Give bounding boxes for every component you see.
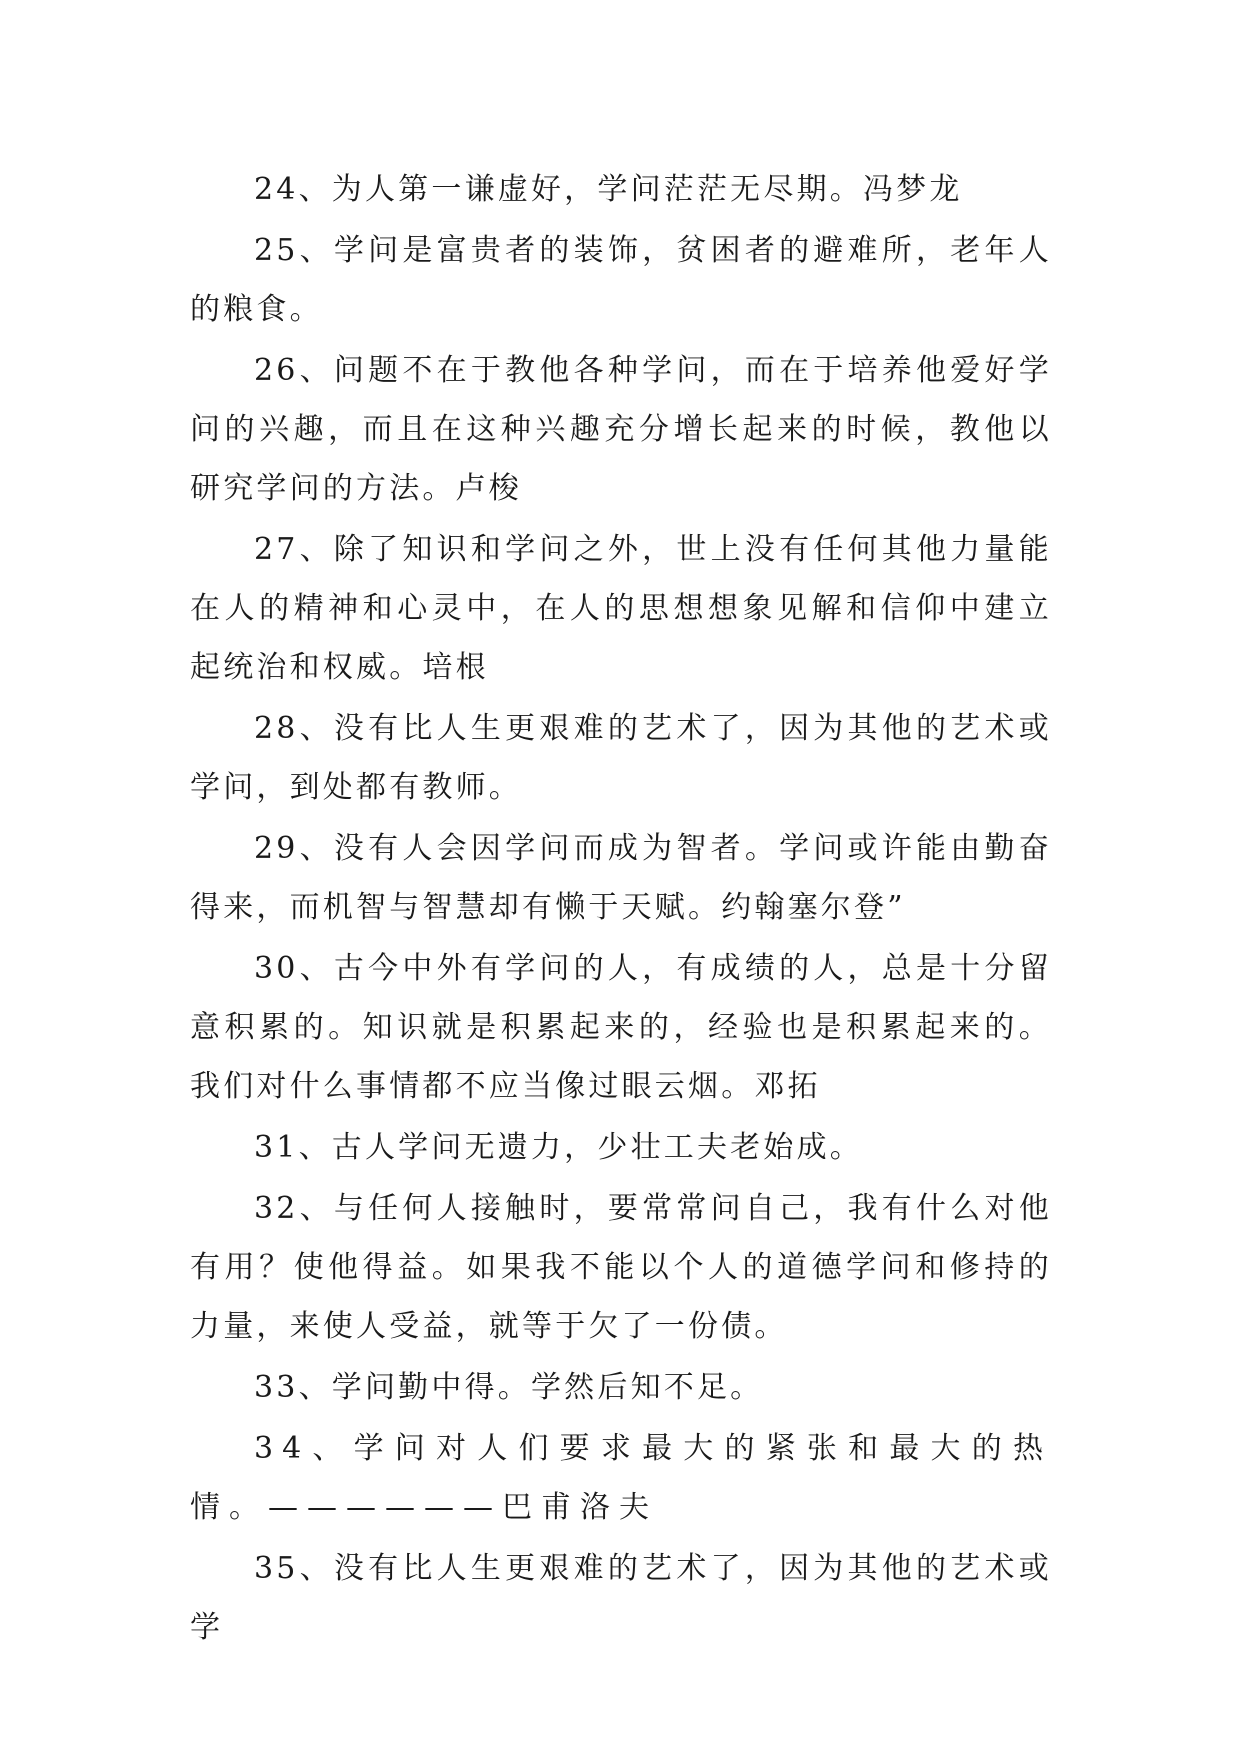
quote-paragraph-29: 29、没有人会因学问而成为智者。学问或许能由勤奋得来，而机智与智慧却有懒于天赋。约翰塞尔登” <box>190 831 1052 925</box>
quote-paragraph-28: 28、没有比人生更艰难的艺术了，因为其他的艺术或学问，到处都有教师。 <box>190 711 1052 805</box>
quote-paragraph-32: 32、与任何人接触时，要常常问自己，我有什么对他有用？使他得益。如果我不能以个人的道德学问和修持的力量，来使人受益，就等于欠了一份债。 <box>190 1191 1052 1344</box>
document-body <box>190 160 1052 1659</box>
quote-paragraph-30: 30、古今中外有学问的人，有成绩的人，总是十分留意积累的。知识就是积累起来的，经验也是积累起来的。我们对什么事情都不应当像过眼云烟。邓拓 <box>190 951 1052 1104</box>
quote-paragraph-34: 34、学问对人们要求最大的紧张和最大的热情。——————巴甫洛夫 <box>190 1431 1052 1525</box>
quote-paragraph-25: 25、学问是富贵者的装饰，贫困者的避难所，老年人的粮食。 <box>190 233 1052 327</box>
quote-paragraph-26: 26、问题不在于教他各种学问，而在于培养他爱好学问的兴趣，而且在这种兴趣充分增长起来的时候，教他以研究学问的方法。卢梭 <box>190 353 1052 506</box>
quote-paragraph-33: 33、学问勤中得。学然后知不足。 <box>254 1370 764 1405</box>
quote-paragraph-27: 27、除了知识和学问之外，世上没有任何其他力量能在人的精神和心灵中，在人的思想想象见解和信仰中建立起统治和权威。培根 <box>190 532 1052 685</box>
quote-paragraph-35: 35、没有比人生更艰难的艺术了，因为其他的艺术或学 <box>190 1551 1052 1645</box>
quote-paragraph-31: 31、古人学问无遗力，少壮工夫老始成。 <box>254 1130 863 1165</box>
quote-paragraph-24: 24、为人第一谦虚好，学问茫茫无尽期。冯梦龙 <box>254 172 963 207</box>
